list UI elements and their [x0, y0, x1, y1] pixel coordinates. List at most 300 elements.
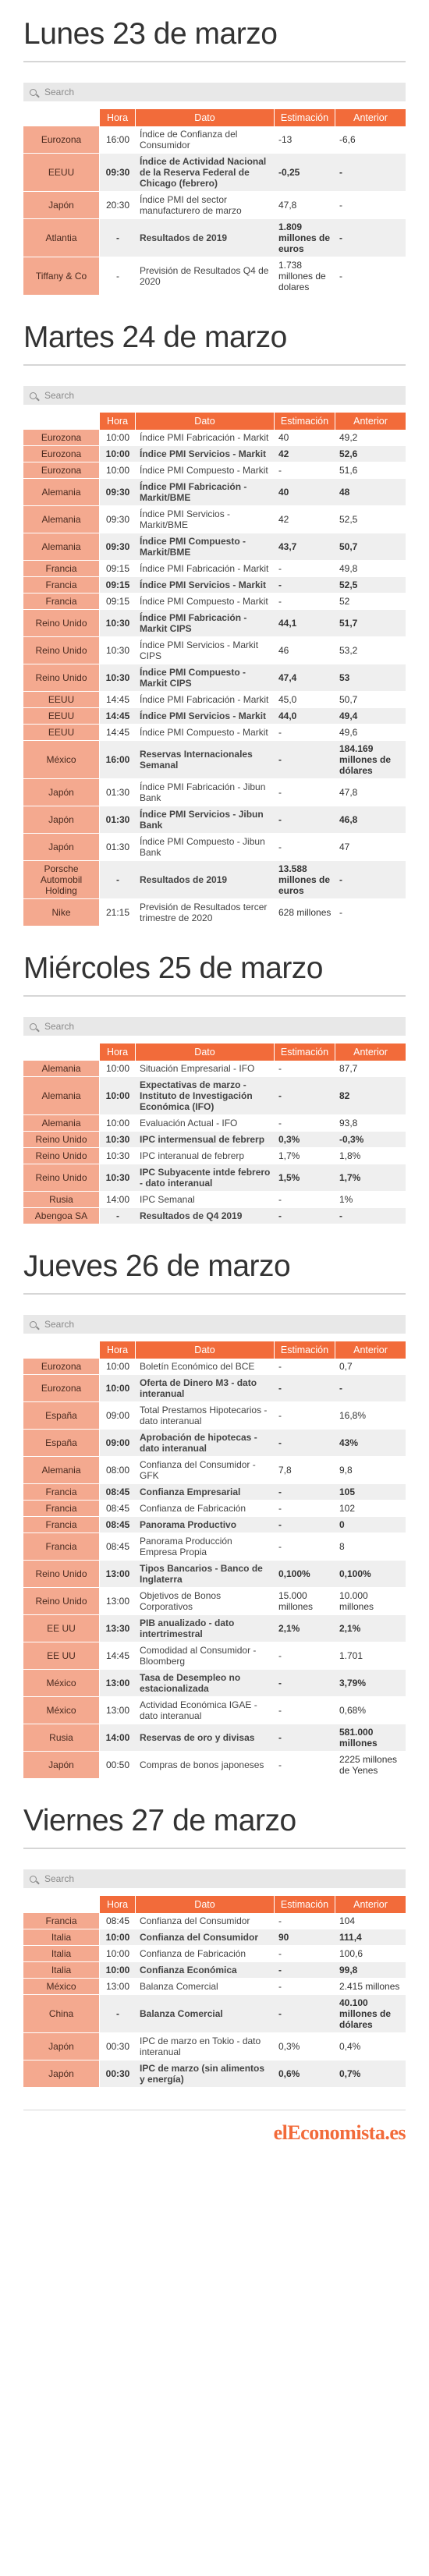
- anterior-cell: 0,7%: [335, 2060, 406, 2088]
- search-icon: [30, 89, 37, 96]
- country-cell: Japón: [23, 192, 100, 219]
- table-search-bar: [23, 1869, 406, 1888]
- anterior-cell: 2.415 millones: [335, 1979, 406, 1995]
- header-anterior[interactable]: Anterior: [335, 109, 406, 126]
- time-cell: 14:45: [100, 708, 136, 725]
- time-cell: 13:00: [100, 1670, 136, 1697]
- table-header-row: [23, 1896, 406, 1913]
- country-cell: Eurozona: [23, 430, 100, 446]
- estimacion-cell: 1,7%: [275, 1148, 335, 1164]
- dato-cell: Índice PMI Compuesto - Markit/BME: [136, 533, 275, 561]
- table-row: [23, 1588, 406, 1615]
- dato-cell: Balanza Comercial: [136, 1979, 275, 1995]
- country-cell: Reino Unido: [23, 1561, 100, 1588]
- header-estimacion[interactable]: Estimación: [275, 413, 335, 430]
- time-cell: 09:30: [100, 154, 136, 192]
- table-row: [23, 1359, 406, 1375]
- anterior-cell: 1%: [335, 1192, 406, 1208]
- estimacion-cell: -: [275, 1995, 335, 2033]
- events-table: [23, 413, 406, 927]
- header-estimacion[interactable]: Estimación: [275, 1896, 335, 1913]
- header-dato[interactable]: Dato: [136, 1341, 275, 1359]
- estimacion-cell: 0,100%: [275, 1561, 335, 1588]
- table-row: [23, 1148, 406, 1164]
- time-cell: 00:50: [100, 1752, 136, 1779]
- anterior-cell: 1.701: [335, 1642, 406, 1670]
- table-row: [23, 708, 406, 725]
- anterior-cell: 184.169 millones de dólares: [335, 741, 406, 779]
- country-cell: Reino Unido: [23, 664, 100, 692]
- time-cell: 09:30: [100, 506, 136, 533]
- dato-cell: Confianza del Consumidor: [136, 1929, 275, 1946]
- dato-cell: Expectativas de marzo - Instituto de Investigación Económica (IFO): [136, 1077, 275, 1115]
- time-cell: 14:45: [100, 725, 136, 741]
- header-hora[interactable]: Hora: [100, 1896, 136, 1913]
- table-row: [23, 664, 406, 692]
- anterior-cell: 51,7: [335, 610, 406, 637]
- estimacion-cell: 44,1: [275, 610, 335, 637]
- time-cell: 10:00: [100, 1375, 136, 1402]
- table-row: [23, 1533, 406, 1561]
- anterior-cell: 0,68%: [335, 1697, 406, 1724]
- time-cell: 09:00: [100, 1430, 136, 1457]
- eleconomista-logo[interactable]: elEconomista.es: [273, 2121, 406, 2144]
- anterior-cell: -: [335, 257, 406, 296]
- header-dato[interactable]: Dato: [136, 1044, 275, 1061]
- time-cell: 20:30: [100, 192, 136, 219]
- time-cell: 08:45: [100, 1484, 136, 1501]
- country-cell: México: [23, 1697, 100, 1724]
- header-hora[interactable]: Hora: [100, 1044, 136, 1061]
- country-cell: Alemania: [23, 1457, 100, 1484]
- anterior-cell: 51,6: [335, 462, 406, 479]
- table-row: [23, 861, 406, 899]
- country-cell: México: [23, 1979, 100, 1995]
- estimacion-cell: -: [275, 741, 335, 779]
- country-cell: Alemania: [23, 1115, 100, 1132]
- table-row: [23, 610, 406, 637]
- estimacion-cell: -: [275, 1533, 335, 1561]
- time-cell: -: [100, 219, 136, 257]
- table-row: [23, 1208, 406, 1224]
- country-cell: EE UU: [23, 1615, 100, 1642]
- country-cell: Eurozona: [23, 126, 100, 154]
- country-cell: México: [23, 741, 100, 779]
- dato-cell: Confianza de Fabricación: [136, 1946, 275, 1962]
- time-cell: 08:45: [100, 1913, 136, 1929]
- table-header-row: [23, 413, 406, 430]
- country-cell: Rusia: [23, 1724, 100, 1752]
- country-cell: Alemania: [23, 479, 100, 506]
- estimacion-cell: 43,7: [275, 533, 335, 561]
- dato-cell: Índice PMI Compuesto - Markit: [136, 594, 275, 610]
- time-cell: 10:00: [100, 446, 136, 462]
- estimacion-cell: 46: [275, 637, 335, 664]
- dato-cell: Balanza Comercial: [136, 1995, 275, 2033]
- dato-cell: Índice PMI del sector manufacturero de marzo: [136, 192, 275, 219]
- dato-cell: Evaluación Actual - IFO: [136, 1115, 275, 1132]
- estimacion-cell: 0,3%: [275, 2033, 335, 2060]
- country-cell: Italia: [23, 1929, 100, 1946]
- table-row: [23, 779, 406, 806]
- country-cell: Eurozona: [23, 1375, 100, 1402]
- table-row: [23, 126, 406, 154]
- time-cell: 09:30: [100, 479, 136, 506]
- time-cell: 10:00: [100, 1929, 136, 1946]
- estimacion-cell: 0,6%: [275, 2060, 335, 2088]
- country-cell: Atlantia: [23, 219, 100, 257]
- table-row: [23, 577, 406, 594]
- header-country: [23, 1341, 100, 1359]
- country-cell: EEUU: [23, 692, 100, 708]
- time-cell: 13:00: [100, 1561, 136, 1588]
- estimacion-cell: -: [275, 594, 335, 610]
- anterior-cell: 52,5: [335, 506, 406, 533]
- time-cell: 10:00: [100, 1061, 136, 1077]
- table-row: [23, 1642, 406, 1670]
- estimacion-cell: 44,0: [275, 708, 335, 725]
- time-cell: 10:00: [100, 430, 136, 446]
- table-row: [23, 1501, 406, 1517]
- dato-cell: Índice PMI Fabricación - Jibun Bank: [136, 779, 275, 806]
- country-cell: Reino Unido: [23, 1588, 100, 1615]
- country-cell: Japón: [23, 779, 100, 806]
- country-cell: Porsche Automobil Holding: [23, 861, 100, 899]
- dato-cell: IPC Subyacente intde febrero - dato interanual: [136, 1164, 275, 1192]
- estimacion-cell: 628 millones: [275, 899, 335, 927]
- estimacion-cell: -: [275, 779, 335, 806]
- country-cell: Francia: [23, 561, 100, 577]
- search-input[interactable]: [44, 1319, 388, 1330]
- country-cell: Italia: [23, 1962, 100, 1979]
- header-estimacion[interactable]: Estimación: [275, 109, 335, 126]
- country-cell: EEUU: [23, 154, 100, 192]
- anterior-cell: -0,3%: [335, 1132, 406, 1148]
- anterior-cell: 82: [335, 1077, 406, 1115]
- country-cell: Nike: [23, 899, 100, 927]
- country-cell: Tiffany & Co: [23, 257, 100, 296]
- dato-cell: Actividad Económica IGAE - dato interanual: [136, 1697, 275, 1724]
- table-header-row: [23, 1341, 406, 1359]
- dato-cell: Índice PMI Servicios - Jibun Bank: [136, 806, 275, 834]
- estimacion-cell: -: [275, 1192, 335, 1208]
- anterior-cell: 46,8: [335, 806, 406, 834]
- anterior-cell: -: [335, 1375, 406, 1402]
- search-input[interactable]: [44, 390, 388, 401]
- header-dato[interactable]: Dato: [136, 109, 275, 126]
- dato-cell: Confianza del Consumidor: [136, 1913, 275, 1929]
- header-anterior[interactable]: Anterior: [335, 1044, 406, 1061]
- time-cell: -: [100, 1208, 136, 1224]
- time-cell: 00:30: [100, 2033, 136, 2060]
- anterior-cell: 93,8: [335, 1115, 406, 1132]
- time-cell: 13:30: [100, 1615, 136, 1642]
- table-row: [23, 1979, 406, 1995]
- header-hora[interactable]: Hora: [100, 413, 136, 430]
- dato-cell: Compras de bonos japoneses: [136, 1752, 275, 1779]
- table-row: [23, 1752, 406, 1779]
- estimacion-cell: -: [275, 1359, 335, 1375]
- anterior-cell: 0,100%: [335, 1561, 406, 1588]
- search-icon: [30, 1023, 37, 1030]
- estimacion-cell: 47,4: [275, 664, 335, 692]
- anterior-cell: 16,8%: [335, 1402, 406, 1430]
- anterior-cell: 10.000 millones: [335, 1588, 406, 1615]
- dato-cell: Confianza Económica: [136, 1962, 275, 1979]
- dato-cell: Índice PMI Compuesto - Markit: [136, 462, 275, 479]
- dato-cell: IPC intermensual de febrerp: [136, 1132, 275, 1148]
- anterior-cell: 105: [335, 1484, 406, 1501]
- dato-cell: Índice PMI Compuesto - Jibun Bank: [136, 834, 275, 861]
- dato-cell: Total Prestamos Hipotecarios - dato interanual: [136, 1402, 275, 1430]
- time-cell: 14:00: [100, 1724, 136, 1752]
- time-cell: 10:30: [100, 610, 136, 637]
- header-hora[interactable]: Hora: [100, 109, 136, 126]
- anterior-cell: 53: [335, 664, 406, 692]
- estimacion-cell: -: [275, 1724, 335, 1752]
- header-dato[interactable]: Dato: [136, 1896, 275, 1913]
- table-header-row: [23, 109, 406, 126]
- anterior-cell: 49,2: [335, 430, 406, 446]
- time-cell: 10:30: [100, 1132, 136, 1148]
- country-cell: Reino Unido: [23, 637, 100, 664]
- search-input[interactable]: [44, 1021, 388, 1032]
- estimacion-cell: -: [275, 1077, 335, 1115]
- time-cell: 10:30: [100, 1148, 136, 1164]
- time-cell: 08:45: [100, 1517, 136, 1533]
- table-row: [23, 430, 406, 446]
- estimacion-cell: 1.738 millones de dolares: [275, 257, 335, 296]
- country-cell: EE UU: [23, 1642, 100, 1670]
- table-row: [23, 1670, 406, 1697]
- time-cell: 01:30: [100, 779, 136, 806]
- estimacion-cell: -13: [275, 126, 335, 154]
- table-row: [23, 1430, 406, 1457]
- table-row: [23, 1517, 406, 1533]
- anterior-cell: 102: [335, 1501, 406, 1517]
- time-cell: 10:30: [100, 1164, 136, 1192]
- country-cell: España: [23, 1430, 100, 1457]
- estimacion-cell: 2,1%: [275, 1615, 335, 1642]
- estimacion-cell: -: [275, 462, 335, 479]
- table-row: [23, 1164, 406, 1192]
- anterior-cell: 49,6: [335, 725, 406, 741]
- table-row: [23, 1402, 406, 1430]
- anterior-cell: 50,7: [335, 692, 406, 708]
- dato-cell: Boletín Económico del BCE: [136, 1359, 275, 1375]
- anterior-cell: 581.000 millones: [335, 1724, 406, 1752]
- day-title-divider: [23, 1293, 406, 1295]
- time-cell: 10:00: [100, 1115, 136, 1132]
- time-cell: 08:45: [100, 1501, 136, 1517]
- anterior-cell: 99,8: [335, 1962, 406, 1979]
- time-cell: 10:30: [100, 664, 136, 692]
- anterior-cell: -: [335, 861, 406, 899]
- table-search-bar: [23, 1017, 406, 1036]
- table-search-bar: [23, 1315, 406, 1334]
- country-cell: Alemania: [23, 506, 100, 533]
- table-row: [23, 1724, 406, 1752]
- dato-cell: Reservas de oro y divisas: [136, 1724, 275, 1752]
- table-row: [23, 479, 406, 506]
- dato-cell: Índice PMI Fabricación - Markit CIPS: [136, 610, 275, 637]
- time-cell: 16:00: [100, 126, 136, 154]
- estimacion-cell: 47,8: [275, 192, 335, 219]
- country-cell: Francia: [23, 1501, 100, 1517]
- events-table: [23, 1341, 406, 1779]
- anterior-cell: -6,6: [335, 126, 406, 154]
- anterior-cell: 1,8%: [335, 1148, 406, 1164]
- search-input[interactable]: [44, 87, 388, 97]
- estimacion-cell: -: [275, 1642, 335, 1670]
- country-cell: Alemania: [23, 1077, 100, 1115]
- estimacion-cell: 40: [275, 430, 335, 446]
- table-row: [23, 1115, 406, 1132]
- dato-cell: Aprobación de hipotecas - dato interanual: [136, 1430, 275, 1457]
- country-cell: Eurozona: [23, 446, 100, 462]
- estimacion-cell: 90: [275, 1929, 335, 1946]
- country-cell: Alemania: [23, 533, 100, 561]
- anterior-cell: 53,2: [335, 637, 406, 664]
- table-header-row: [23, 1044, 406, 1061]
- anterior-cell: 0,7: [335, 1359, 406, 1375]
- country-cell: Japón: [23, 2060, 100, 2088]
- day-title: Martes 24 de marzo: [23, 321, 287, 354]
- estimacion-cell: -: [275, 1402, 335, 1430]
- table-row: [23, 806, 406, 834]
- header-dato[interactable]: Dato: [136, 413, 275, 430]
- dato-cell: IPC de marzo en Tokio - dato interanual: [136, 2033, 275, 2060]
- estimacion-cell: -: [275, 1430, 335, 1457]
- search-icon: [30, 1321, 37, 1328]
- time-cell: 09:15: [100, 577, 136, 594]
- table-row: [23, 741, 406, 779]
- dato-cell: Resultados de 2019: [136, 861, 275, 899]
- table-row: [23, 219, 406, 257]
- estimacion-cell: -: [275, 1670, 335, 1697]
- anterior-cell: 111,4: [335, 1929, 406, 1946]
- dato-cell: Comodidad al Consumidor - Bloomberg: [136, 1642, 275, 1670]
- anterior-cell: 47,8: [335, 779, 406, 806]
- table-row: [23, 1484, 406, 1501]
- time-cell: 09:15: [100, 594, 136, 610]
- day-section: [0, 1246, 429, 1779]
- dato-cell: Oferta de Dinero M3 - dato interanual: [136, 1375, 275, 1402]
- estimacion-cell: 42: [275, 506, 335, 533]
- dato-cell: Resultados de Q4 2019: [136, 1208, 275, 1224]
- estimacion-cell: -: [275, 1946, 335, 1962]
- anterior-cell: 40.100 millones de dólares: [335, 1995, 406, 2033]
- country-cell: Reino Unido: [23, 1148, 100, 1164]
- anterior-cell: -: [335, 154, 406, 192]
- estimacion-cell: 40: [275, 479, 335, 506]
- table-row: [23, 1913, 406, 1929]
- country-cell: China: [23, 1995, 100, 2033]
- header-anterior[interactable]: Anterior: [335, 1341, 406, 1359]
- anterior-cell: 49,8: [335, 561, 406, 577]
- day-title: Jueves 26 de marzo: [23, 1249, 291, 1283]
- time-cell: 21:15: [100, 899, 136, 927]
- country-cell: Francia: [23, 1533, 100, 1561]
- table-row: [23, 1061, 406, 1077]
- time-cell: 01:30: [100, 834, 136, 861]
- estimacion-cell: -: [275, 1517, 335, 1533]
- anterior-cell: -: [335, 219, 406, 257]
- dato-cell: Índice PMI Fabricación - Markit: [136, 561, 275, 577]
- time-cell: 13:00: [100, 1979, 136, 1995]
- events-table: [23, 1896, 406, 2088]
- estimacion-cell: 15.000 millones: [275, 1588, 335, 1615]
- time-cell: 13:00: [100, 1588, 136, 1615]
- country-cell: Abengoa SA: [23, 1208, 100, 1224]
- table-search-bar: [23, 83, 406, 101]
- anterior-cell: 50,7: [335, 533, 406, 561]
- table-row: [23, 1995, 406, 2033]
- estimacion-cell: 42: [275, 446, 335, 462]
- time-cell: 01:30: [100, 806, 136, 834]
- anterior-cell: -: [335, 192, 406, 219]
- table-row: [23, 446, 406, 462]
- day-title: Viernes 27 de marzo: [23, 1804, 296, 1837]
- table-row: [23, 1375, 406, 1402]
- header-anterior[interactable]: Anterior: [335, 413, 406, 430]
- estimacion-cell: -: [275, 834, 335, 861]
- header-anterior[interactable]: Anterior: [335, 1896, 406, 1913]
- table-row: [23, 2033, 406, 2060]
- anterior-cell: 2,1%: [335, 1615, 406, 1642]
- estimacion-cell: 13.588 millones de euros: [275, 861, 335, 899]
- table-row: [23, 192, 406, 219]
- table-row: [23, 637, 406, 664]
- anterior-cell: 43%: [335, 1430, 406, 1457]
- estimacion-cell: -0,25: [275, 154, 335, 192]
- header-hora[interactable]: Hora: [100, 1341, 136, 1359]
- country-cell: Alemania: [23, 1061, 100, 1077]
- estimacion-cell: 45,0: [275, 692, 335, 708]
- header-estimacion[interactable]: Estimación: [275, 1044, 335, 1061]
- country-cell: Reino Unido: [23, 1132, 100, 1148]
- time-cell: 13:00: [100, 1697, 136, 1724]
- time-cell: 09:15: [100, 561, 136, 577]
- anterior-cell: 100,6: [335, 1946, 406, 1962]
- dato-cell: Índice PMI Fabricación - Markit/BME: [136, 479, 275, 506]
- time-cell: 16:00: [100, 741, 136, 779]
- time-cell: 10:00: [100, 462, 136, 479]
- dato-cell: Tasa de Desempleo no estacionalizada: [136, 1670, 275, 1697]
- header-country: [23, 109, 100, 126]
- country-cell: Japón: [23, 2033, 100, 2060]
- estimacion-cell: -: [275, 1208, 335, 1224]
- search-input[interactable]: [44, 1873, 388, 1884]
- country-cell: Francia: [23, 1517, 100, 1533]
- anterior-cell: 104: [335, 1913, 406, 1929]
- country-cell: Eurozona: [23, 1359, 100, 1375]
- estimacion-cell: -: [275, 561, 335, 577]
- time-cell: 00:30: [100, 2060, 136, 2088]
- country-cell: Francia: [23, 594, 100, 610]
- table-row: [23, 725, 406, 741]
- time-cell: -: [100, 1995, 136, 2033]
- day-section: [0, 948, 429, 1224]
- header-estimacion[interactable]: Estimación: [275, 1341, 335, 1359]
- events-table: [23, 109, 406, 296]
- estimacion-cell: 1,5%: [275, 1164, 335, 1192]
- estimacion-cell: -: [275, 725, 335, 741]
- day-title-divider: [23, 995, 406, 997]
- estimacion-cell: 7,8: [275, 1457, 335, 1484]
- country-cell: EEUU: [23, 725, 100, 741]
- dato-cell: Índice PMI Servicios - Markit/BME: [136, 506, 275, 533]
